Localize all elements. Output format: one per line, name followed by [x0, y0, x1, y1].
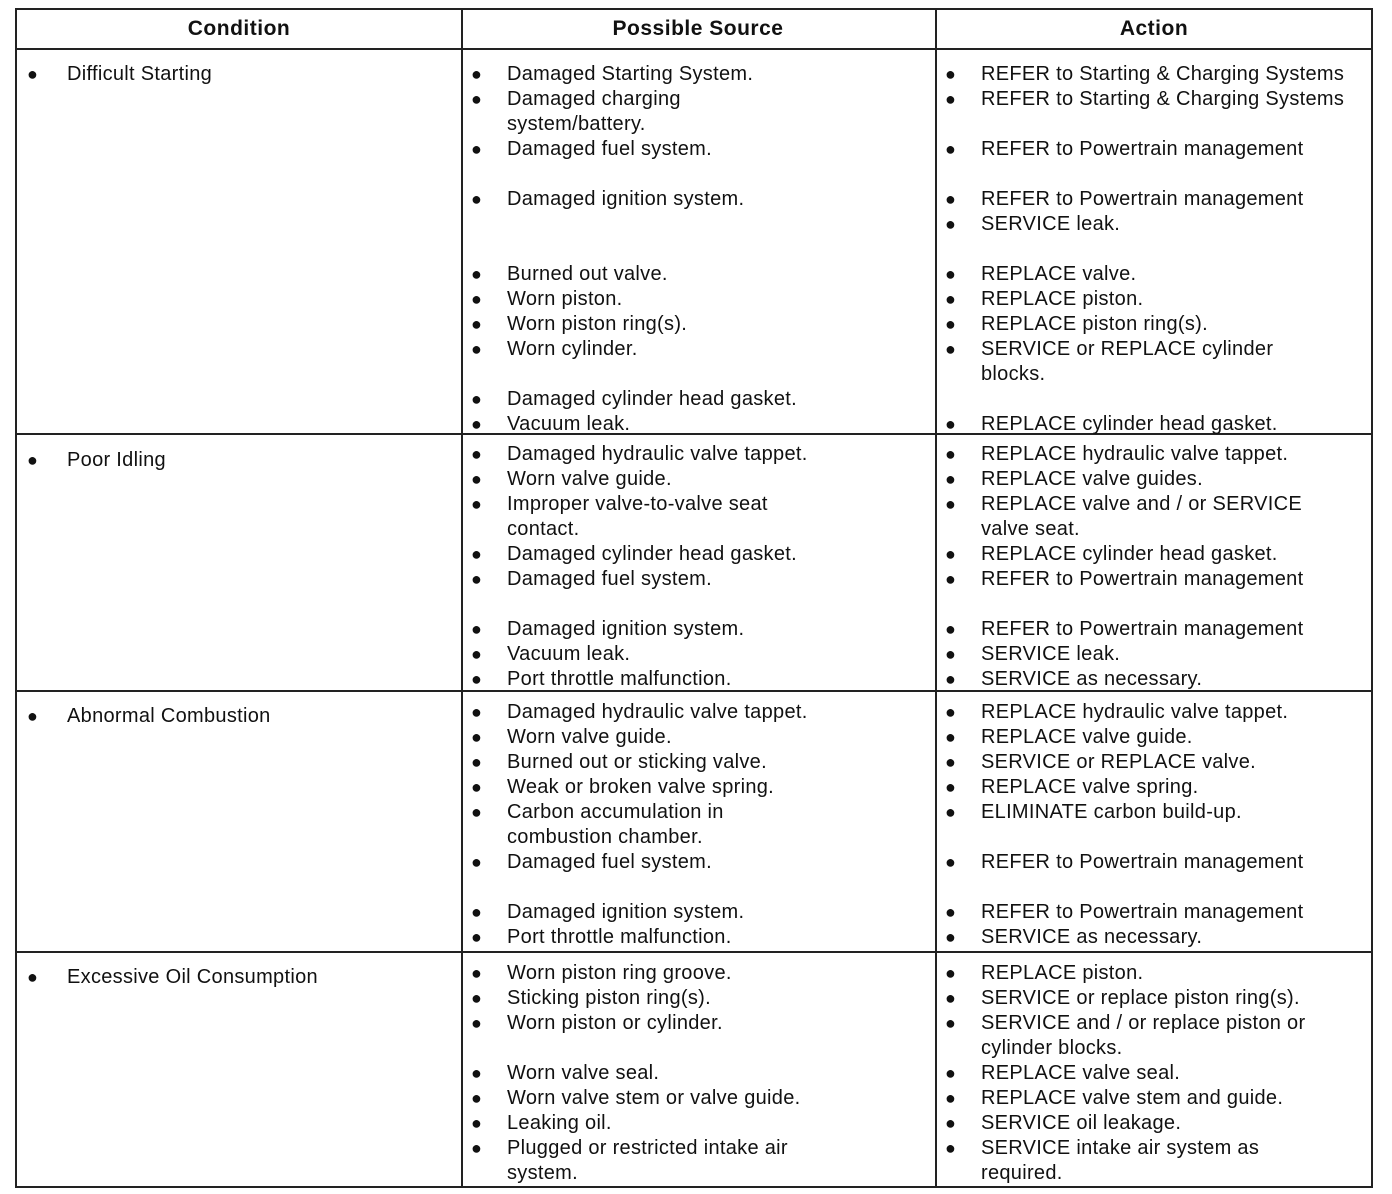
bullet-icon: ● — [471, 139, 483, 159]
text-line: Damaged cylinder head gasket. — [507, 388, 797, 410]
possible-source-item-text — [507, 1111, 612, 1136]
action-item-text — [981, 212, 1120, 237]
bullet-icon: ● — [471, 389, 483, 409]
possible-source-item-text — [507, 312, 687, 337]
bullet-icon: ● — [945, 852, 957, 872]
text-line: Worn piston ring groove. — [507, 962, 732, 984]
action-item-text — [981, 800, 1242, 825]
bullet-icon: ● — [471, 264, 483, 284]
text-line: Damaged hydraulic valve tappet. — [507, 443, 808, 465]
bullet-icon: ● — [945, 1013, 957, 1033]
text-line: Worn cylinder. — [507, 338, 638, 360]
bullet-icon: ● — [945, 264, 957, 284]
text-line: REPLACE valve guides. — [981, 468, 1203, 490]
bullet-icon: ● — [471, 289, 483, 309]
bullet-icon: ● — [471, 414, 483, 434]
text-line: REFER to Starting & Charging Systems — [981, 63, 1345, 85]
action-item-text — [981, 287, 1143, 312]
text-line: REPLACE valve stem and guide. — [981, 1087, 1284, 1109]
text-line: Damaged fuel system. — [507, 851, 712, 873]
text-line: Worn valve stem or valve guide. — [507, 1087, 801, 1109]
text-line: Damaged charging — [507, 88, 681, 110]
text-line: Weak or broken valve spring. — [507, 776, 775, 798]
possible-source-item-text — [507, 542, 797, 567]
action-item-text — [981, 442, 1288, 467]
bullet-icon: ● — [471, 802, 483, 822]
bullet-icon: ● — [471, 444, 483, 464]
condition-text: Poor Idling — [67, 449, 166, 471]
bullet-icon: ● — [945, 189, 957, 209]
bullet-icon: ● — [471, 669, 483, 689]
bullet-icon: ● — [471, 852, 483, 872]
possible-source-item-text — [507, 262, 668, 287]
possible-source-item-text — [507, 900, 744, 925]
action-item-text — [981, 337, 1273, 387]
text-line: Worn piston. — [507, 288, 623, 310]
bullet-icon: ● — [945, 702, 957, 722]
text-line: Damaged hydraulic valve tappet. — [507, 701, 808, 723]
text-line: Burned out or sticking valve. — [507, 751, 767, 773]
text-line: Vacuum leak. — [507, 413, 631, 435]
possible-source-item-text — [507, 800, 724, 850]
text-line: REPLACE valve. — [981, 263, 1137, 285]
action-item-text — [981, 187, 1303, 212]
text-line: REPLACE hydraulic valve tappet. — [981, 701, 1289, 723]
bullet-icon: ● — [945, 752, 957, 772]
bullet-icon: ● — [945, 139, 957, 159]
text-line: SERVICE or REPLACE valve. — [981, 751, 1257, 773]
bullet-icon: ● — [945, 569, 957, 589]
text-line: Plugged or restricted intake air — [507, 1137, 788, 1159]
text-line: REFER to Powertrain management — [981, 851, 1304, 873]
text-line: REPLACE hydraulic valve tappet. — [981, 443, 1289, 465]
text-line: Burned out valve. — [507, 263, 668, 285]
action-item-text — [981, 412, 1278, 437]
text-line: required. — [981, 1162, 1063, 1184]
text-line: Leaking oil. — [507, 1112, 612, 1134]
possible-source-item-text — [507, 725, 672, 750]
text-line: Damaged ignition system. — [507, 618, 745, 640]
bullet-icon: ● — [471, 988, 483, 1008]
bullet-icon: ● — [471, 1013, 483, 1033]
action-item-text — [981, 1111, 1181, 1136]
text-line: SERVICE leak. — [981, 213, 1121, 235]
bullet-icon: ● — [945, 289, 957, 309]
text-line: Damaged ignition system. — [507, 188, 745, 210]
bullet-icon: ● — [945, 1113, 957, 1133]
action-item-text — [981, 925, 1202, 950]
bullet-icon: ● — [945, 469, 957, 489]
bullet-icon: ● — [471, 1063, 483, 1083]
text-line: cylinder blocks. — [981, 1037, 1123, 1059]
bullet-icon: ● — [471, 927, 483, 947]
text-line: Carbon accumulation in — [507, 801, 724, 823]
text-line: SERVICE oil leakage. — [981, 1112, 1182, 1134]
possible-source-item-text — [507, 1061, 659, 1086]
bullet-icon: ● — [471, 902, 483, 922]
text-line: REPLACE valve and / or SERVICE — [981, 493, 1302, 515]
bullet-icon: ● — [471, 1088, 483, 1108]
bullet-icon: ● — [471, 963, 483, 983]
bullet-icon: ● — [471, 752, 483, 772]
text-line: Worn valve guide. — [507, 468, 672, 490]
bullet-icon: ● — [945, 777, 957, 797]
text-line: Worn valve guide. — [507, 726, 672, 748]
text-line: REPLACE valve seal. — [981, 1062, 1181, 1084]
action-item-text — [981, 567, 1303, 592]
header-possible-source: Possible Source — [612, 17, 784, 40]
text-line: REPLACE piston. — [981, 288, 1144, 310]
bullet-icon: ● — [945, 1138, 957, 1158]
bullet-icon: ● — [471, 314, 483, 334]
text-line: Damaged ignition system. — [507, 901, 745, 923]
text-line: system/battery. — [507, 113, 646, 135]
row-divider — [17, 951, 1371, 953]
text-line: valve seat. — [981, 518, 1080, 540]
bullet-icon: ● — [945, 214, 957, 234]
text-line: Port throttle malfunction. — [507, 926, 732, 948]
bullet-icon: ● — [945, 414, 957, 434]
bullet-icon: ● — [945, 727, 957, 747]
possible-source-item-text — [507, 642, 630, 667]
text-line: REFER to Powertrain management — [981, 138, 1304, 160]
text-line: Sticking piston ring(s). — [507, 987, 711, 1009]
bullet-icon: ● — [945, 314, 957, 334]
text-line: Damaged cylinder head gasket. — [507, 543, 797, 565]
action-item-text — [981, 262, 1136, 287]
action-item-text — [981, 986, 1300, 1011]
condition-text: Excessive Oil Consumption — [67, 966, 318, 988]
possible-source-item-text — [507, 467, 672, 492]
bullet-icon: ● — [471, 1138, 483, 1158]
action-item-text — [981, 775, 1199, 800]
text-line: Port throttle malfunction. — [507, 668, 732, 690]
diagnosis-table — [15, 8, 1373, 1188]
bullet-icon: ● — [945, 902, 957, 922]
condition-text: Abnormal Combustion — [67, 705, 271, 727]
action-item-text — [981, 467, 1203, 492]
action-item-text — [981, 700, 1288, 725]
bullet-icon: ● — [471, 339, 483, 359]
action-item-text — [981, 900, 1303, 925]
bullet-icon: ● — [945, 89, 957, 109]
bullet-icon: ● — [945, 619, 957, 639]
action-item-text — [981, 542, 1278, 567]
text-line: Damaged fuel system. — [507, 138, 712, 160]
action-item-text — [981, 961, 1143, 986]
action-item-text — [981, 850, 1303, 875]
bullet-icon: ● — [471, 89, 483, 109]
bullet-icon: ● — [945, 927, 957, 947]
possible-source-item-text — [507, 750, 767, 775]
action-item-text — [981, 62, 1344, 87]
bullet-icon: ● — [945, 1088, 957, 1108]
text-line: SERVICE intake air system as — [981, 1137, 1260, 1159]
text-line: REPLACE cylinder head gasket. — [981, 543, 1278, 565]
possible-source-item-text — [507, 387, 797, 412]
action-item-text — [981, 642, 1120, 667]
action-item-text — [981, 492, 1302, 542]
text-line: REFER to Powertrain management — [981, 568, 1304, 590]
text-line: SERVICE and / or replace piston or — [981, 1012, 1306, 1034]
possible-source-item-text — [507, 850, 712, 875]
bullet-icon: ● — [471, 619, 483, 639]
text-line: REPLACE cylinder head gasket. — [981, 413, 1278, 435]
possible-source-item-text — [507, 567, 712, 592]
action-item-text — [981, 725, 1193, 750]
text-line: SERVICE as necessary. — [981, 926, 1203, 948]
action-item-text — [981, 137, 1303, 162]
text-line: SERVICE or REPLACE cylinder — [981, 338, 1274, 360]
possible-source-item-text — [507, 137, 712, 162]
action-item-text — [981, 1136, 1259, 1186]
text-line: REPLACE valve spring. — [981, 776, 1199, 798]
bullet-icon: ● — [471, 64, 483, 84]
text-line: REPLACE piston. — [981, 962, 1144, 984]
bullet-icon: ● — [471, 569, 483, 589]
possible-source-item-text — [507, 667, 732, 692]
text-line: combustion chamber. — [507, 826, 703, 848]
text-line: Worn piston or cylinder. — [507, 1012, 723, 1034]
possible-source-item-text — [507, 87, 681, 137]
possible-source-item-text — [507, 617, 744, 642]
text-line: REFER to Powertrain management — [981, 901, 1304, 923]
bullet-icon: ● — [945, 339, 957, 359]
bullet-icon: ● — [471, 189, 483, 209]
bullet-icon: ● — [945, 802, 957, 822]
condition-text: Difficult Starting — [67, 63, 213, 85]
action-item-text — [981, 617, 1303, 642]
bullet-icon: ● — [27, 64, 39, 84]
bullet-icon: ● — [27, 967, 39, 987]
bullet-icon: ● — [471, 494, 483, 514]
text-line: Vacuum leak. — [507, 643, 631, 665]
bullet-icon: ● — [471, 702, 483, 722]
bullet-icon: ● — [27, 450, 39, 470]
text-line: SERVICE as necessary. — [981, 668, 1203, 690]
possible-source-item-text — [507, 187, 744, 212]
bullet-icon: ● — [471, 727, 483, 747]
text-line: Improper valve-to-valve seat — [507, 493, 768, 515]
possible-source-item-text — [507, 775, 774, 800]
bullet-icon: ● — [945, 644, 957, 664]
possible-source-item-text — [507, 492, 768, 542]
bullet-icon: ● — [471, 544, 483, 564]
text-line: REPLACE valve guide. — [981, 726, 1193, 748]
text-line: ELIMINATE carbon build-up. — [981, 801, 1242, 823]
possible-source-item-text — [507, 700, 808, 725]
bullet-icon: ● — [945, 963, 957, 983]
bullet-icon: ● — [471, 469, 483, 489]
action-item-text — [981, 1011, 1305, 1061]
bullet-icon: ● — [471, 777, 483, 797]
possible-source-item-text — [507, 1086, 801, 1111]
text-line: SERVICE leak. — [981, 643, 1121, 665]
bullet-icon: ● — [27, 706, 39, 726]
bullet-icon: ● — [945, 1063, 957, 1083]
possible-source-item-text — [507, 961, 732, 986]
possible-source-item-text — [507, 1136, 788, 1186]
possible-source-item-text — [507, 287, 623, 312]
action-item-text — [981, 1061, 1180, 1086]
text-line: SERVICE or replace piston ring(s). — [981, 987, 1300, 1009]
text-line: contact. — [507, 518, 580, 540]
text-line: REFER to Powertrain management — [981, 188, 1304, 210]
possible-source-item-text — [507, 925, 732, 950]
column-divider — [461, 10, 463, 1186]
action-item-text — [981, 1086, 1283, 1111]
possible-source-item-text — [507, 1011, 723, 1036]
action-item-text — [981, 312, 1208, 337]
text-line: REFER to Starting & Charging Systems — [981, 88, 1345, 110]
possible-source-item-text — [507, 986, 711, 1011]
possible-source-item-text — [507, 442, 808, 467]
action-item-text — [981, 87, 1344, 112]
action-item-text — [981, 750, 1256, 775]
action-item-text — [981, 667, 1202, 692]
bullet-icon: ● — [471, 1113, 483, 1133]
header-condition: Condition — [187, 17, 291, 40]
bullet-icon: ● — [945, 64, 957, 84]
header-action: Action — [1119, 17, 1189, 40]
bullet-icon: ● — [945, 544, 957, 564]
bullet-icon: ● — [945, 988, 957, 1008]
possible-source-item-text — [507, 337, 638, 362]
column-divider — [935, 10, 937, 1186]
possible-source-item-text — [507, 412, 630, 437]
bullet-icon: ● — [945, 494, 957, 514]
text-line: REPLACE piston ring(s). — [981, 313, 1208, 335]
text-line: REFER to Powertrain management — [981, 618, 1304, 640]
bullet-icon: ● — [945, 444, 957, 464]
bullet-icon: ● — [945, 669, 957, 689]
bullet-icon: ● — [471, 644, 483, 664]
text-line: Damaged Starting System. — [507, 63, 754, 85]
possible-source-item-text — [507, 62, 753, 87]
text-line: blocks. — [981, 363, 1046, 385]
text-line: Worn piston ring(s). — [507, 313, 688, 335]
header-divider — [17, 48, 1371, 50]
text-line: Damaged fuel system. — [507, 568, 712, 590]
text-line: system. — [507, 1162, 578, 1184]
text-line: Worn valve seal. — [507, 1062, 660, 1084]
